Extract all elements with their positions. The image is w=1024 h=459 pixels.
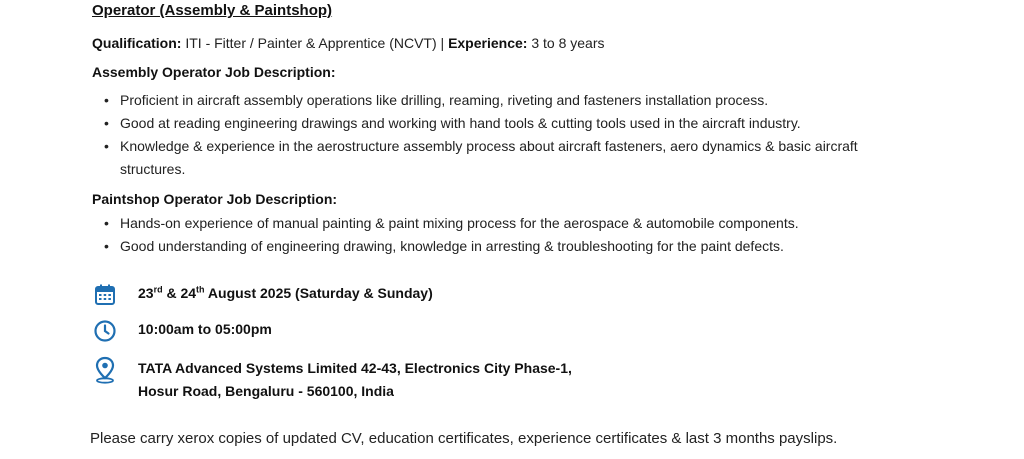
list-item: • Knowledge & experience in the aerostructure assembly process about aircraft fasteners, aero dynamics & basic aircraft structures.: [104, 135, 900, 181]
list-item: • Good at reading engineering drawings and working with hand tools & cutting tools used in the aircraft industry.: [104, 112, 920, 135]
list-item: • Hands-on experience of manual painting & paint mixing process for the aerospace & automobile components.: [104, 212, 920, 235]
location-row: [92, 357, 572, 403]
qualification-value: ITI - Fitter / Painter & Apprentice (NCVT) |: [181, 35, 449, 51]
documents-note: Please carry xerox copies of updated CV, education certificates, experience certificates & last 3 months payslips.: [90, 430, 838, 447]
list-item: • Proficient in aircraft assembly operations like drilling, reaming, riveting and fasteners installation process.: [104, 89, 920, 112]
assembly-heading: Assembly Operator Job Description:: [92, 64, 336, 80]
qualification-line: [92, 35, 604, 51]
list-item: • Good understanding of engineering drawing, knowledge in arresting & troubleshooting for the paint defects.: [104, 235, 920, 258]
event-date: 23rd & 24th August 2025 (Saturday & Sunday): [138, 284, 433, 301]
event-time: 10:00am to 05:00pm: [138, 321, 272, 337]
assembly-bullet-list: [104, 89, 920, 181]
location-pin-icon: [92, 357, 118, 383]
address-line-1: TATA Advanced Systems Limited 42-43, Electronics City Phase-1,: [138, 360, 572, 376]
clock-icon: [92, 318, 118, 344]
experience-value: 3 to 8 years: [527, 35, 605, 51]
paintshop-bullet-list: [104, 212, 920, 258]
paintshop-heading: Paintshop Operator Job Description:: [92, 191, 338, 207]
date-row: [92, 282, 433, 308]
calendar-icon: [92, 282, 118, 308]
job-title: Operator (Assembly & Paintshop): [92, 2, 333, 19]
experience-label: Experience:: [448, 35, 528, 51]
address-line-2: Hosur Road, Bengaluru - 560100, India: [138, 383, 394, 399]
event-address: [138, 357, 572, 403]
time-row: [92, 318, 272, 344]
qualification-label: Qualification:: [92, 35, 182, 51]
